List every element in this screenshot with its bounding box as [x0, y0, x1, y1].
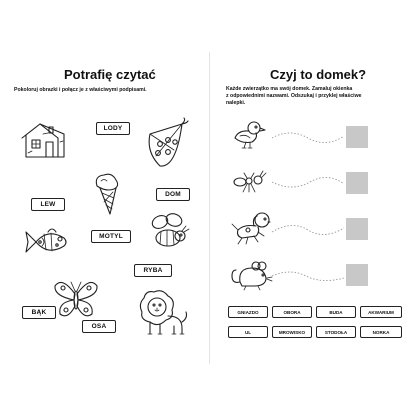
label-bak[interactable]: BĄK: [22, 306, 56, 319]
bird-path: [272, 128, 344, 148]
sticker-placeholder-bird[interactable]: [346, 126, 368, 148]
word-akwarium[interactable]: AKWARIUM: [360, 306, 402, 318]
right-page-instruction-3: nalepki.: [226, 100, 246, 106]
dog-icon: [230, 210, 274, 246]
fish-icon: [24, 224, 74, 260]
right-page-instruction-2: z odpowiednimi nazwami. Odszukaj i przyklej właściwe: [226, 93, 362, 99]
mouse-path: [272, 266, 344, 286]
left-page-title: Potrafię czytać: [64, 67, 156, 82]
sticker-placeholder-dog[interactable]: [346, 218, 368, 240]
right-page: [210, 52, 420, 364]
ice-cream-icon: [92, 172, 122, 216]
house-icon: [18, 120, 68, 160]
right-page-title: Czyj to domek?: [270, 67, 367, 82]
workbook-spread: [0, 52, 420, 364]
left-page: [0, 52, 209, 364]
label-osa[interactable]: OSA: [82, 320, 116, 333]
label-dom[interactable]: DOM: [156, 188, 190, 201]
label-lody[interactable]: LODY: [96, 122, 130, 135]
mouse-icon: [230, 258, 274, 292]
word-obora[interactable]: OBORA: [272, 306, 312, 318]
label-lew[interactable]: LEW: [31, 198, 65, 211]
word-norka[interactable]: NORKA: [360, 326, 402, 338]
sticker-placeholder-mouse[interactable]: [346, 264, 368, 286]
left-page-instruction: Pokoloruj obrazki i połącz je z właściwymi podpisami.: [14, 87, 147, 93]
word-gniazdo[interactable]: GNIAZDO: [228, 306, 268, 318]
label-motyl[interactable]: MOTYL: [91, 230, 131, 243]
ant-icon: [232, 170, 268, 194]
dog-path: [272, 220, 344, 240]
word-stodola[interactable]: STODOŁA: [316, 326, 356, 338]
ant-path: [272, 174, 344, 194]
sticker-placeholder-ant[interactable]: [346, 172, 368, 194]
word-ul[interactable]: UL: [228, 326, 268, 338]
word-buda[interactable]: BUDA: [316, 306, 356, 318]
lion-icon: [138, 288, 190, 338]
kite-icon: [140, 120, 190, 172]
butterfly-icon: [52, 278, 100, 322]
right-page-instruction-1: Każde zwierzątko ma swój domek. Zamaluj okienka: [226, 86, 353, 92]
bird-icon: [232, 120, 268, 150]
bee-icon: [148, 210, 190, 250]
label-ryba[interactable]: RYBA: [134, 264, 172, 277]
word-mrowisko[interactable]: MROWISKO: [272, 326, 312, 338]
